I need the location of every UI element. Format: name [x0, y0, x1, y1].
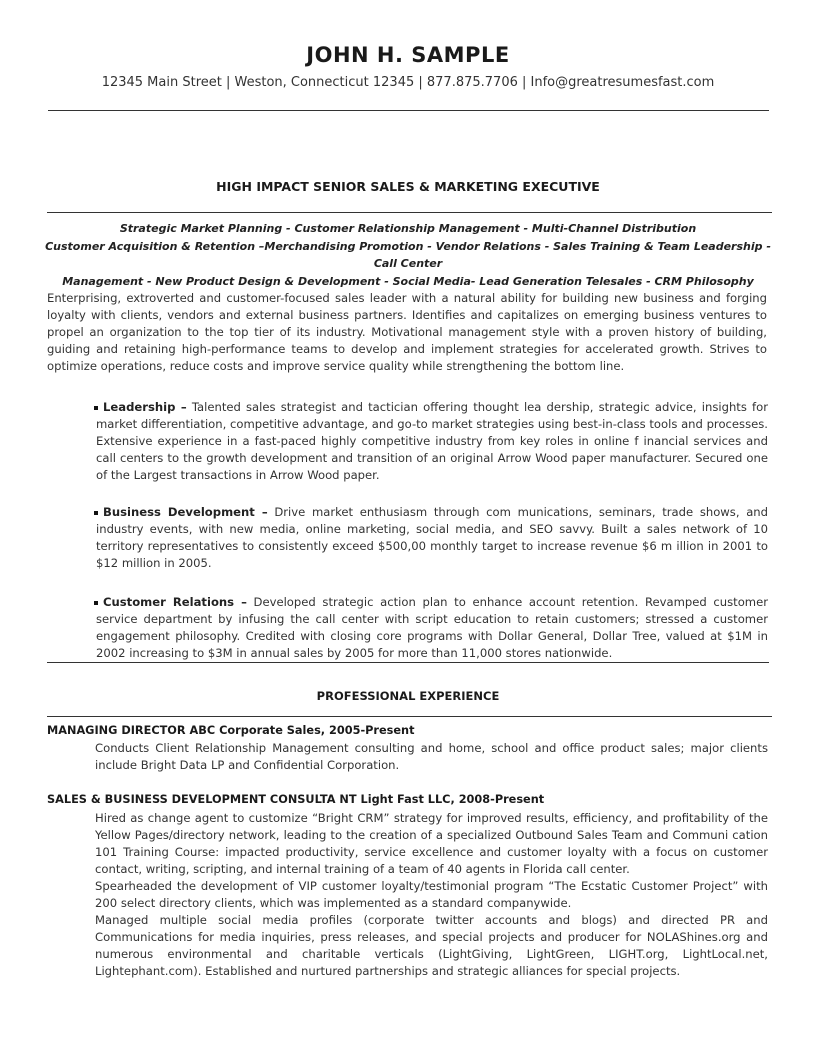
- job-title: SALES & BUSINESS DEVELOPMENT CONSULTA NT Light Fast LLC, 2008-Present: [47, 793, 545, 806]
- job-bullet: Managed multiple social media profiles (corporate twitter accounts and blogs) and directed PR and Communications for media inquiries, press releases, and special projects and producer for NOLAShines.org and numerous environmental and charitable verticals (LightGiving, LightGreen, LIGHT.org, LightLocal.net, Lightephant.com). Established and nurtured partnerships and strategic alliances for special projects.: [95, 913, 768, 978]
- divider-experience-bottom: [47, 716, 772, 717]
- summary-paragraph: Enterprising, extroverted and customer-focused sales leader with a natural ability for building new business and forging loyalty with clients, vendors and external business partners. Identifies and capitalizes on emerging business ventures to propel an organization to the top tier of its industry. Motivational management style with a proven history of building, guiding and retaining high-performance teams to develop and implement strategies for accelerated growth. Strives to optimize operations, reduce costs and improve service quality while strengthening the bottom line.: [47, 291, 767, 373]
- square-bullet-icon: [94, 406, 98, 410]
- highlight-leadership: [96, 399, 768, 484]
- contact-line: 12345 Main Street | Weston, Connecticut 12345 | 877.875.7706 | Info@greatresumesfast.com: [101, 75, 715, 90]
- square-bullet-icon: [94, 511, 98, 515]
- job-description: Conducts Client Relationship Management consulting and home, school and office product sales; major clients include Bright Data LP and Confidential Corporation.: [95, 741, 768, 772]
- highlight-text: Talented sales strategist and tactician offering thought lea dership, strategic advice, insights for market differentiation, competitive advantage, and go-to market strategies using best-in-class tools and processes. Extensive experience in a fast-paced highly competitive industry from key roles in online f inancial services and call centers to the growth development and transition of an original Arrow Wood paper manufacturer. Secured one of the Largest transactions in Arrow Wood paper.: [96, 400, 768, 482]
- highlight-title: Leadership –: [103, 400, 187, 414]
- divider-top: [48, 110, 769, 111]
- square-bullet-icon: [94, 601, 98, 605]
- section-title-experience: PROFESSIONAL EXPERIENCE: [316, 689, 500, 703]
- job-title: MANAGING DIRECTOR ABC Corporate Sales, 2005-Present: [47, 724, 415, 737]
- candidate-name: JOHN H. SAMPLE: [306, 43, 510, 67]
- highlight-title: Customer Relations –: [103, 595, 247, 609]
- skills-line: Strategic Market Planning - Customer Relationship Management - Multi-Channel Distribution: [119, 222, 697, 235]
- highlight-business-development: [96, 504, 768, 572]
- headline: HIGH IMPACT SENIOR SALES & MARKETING EXECUTIVE: [216, 179, 600, 194]
- divider-headline: [47, 212, 772, 213]
- highlight-text: Drive market enthusiasm through com munications, seminars, trade shows, and industry events, with new media, online marketing, social media, and SEO savvy. Built a sales network of 10 territory representatives to consistently exceed $500,00 monthly target to increase revenue $6 m illion in 2001 to $12 million in 2005.: [96, 505, 769, 570]
- core-skills: [40, 220, 776, 290]
- divider-experience-top: [47, 662, 769, 663]
- skills-line: Management - New Product Design & Development - Social Media- Lead Generation Telesales - CRM Philosophy: [62, 274, 754, 288]
- highlight-text: Developed strategic action plan to enhance account retention. Revamped customer service department by infusing the call center with script education to retain customers; stressed a customer engagement philosophy. Credited with closing core programs with Dollar General, Dollar Tree, valued at $1M in 2002 increasing to $3M in annual sales by 2005 for more than 11,000 stores nationwide.: [96, 595, 768, 660]
- job-bullet: Spearheaded the development of VIP customer loyalty/testimonial program “The Ecstatic Customer Project” with 200 select directory clients, which was implemented as a standard companywide.: [95, 879, 768, 910]
- highlight-customer-relations: [96, 594, 768, 662]
- highlight-title: Business Development –: [103, 505, 268, 519]
- job-bullet: Hired as change agent to customize “Bright CRM” strategy for improved results, efficiency, and profitability of the Yellow Pages/directory network, leading to the creation of a specialized Outbound Sales Team and Communi cation 101 Training Course: impacted productivity, service excellence and customer loyalty with a focus on customer contact, writing, scripting, and internal training of a team of 40 agents in Florida call center.: [95, 811, 768, 876]
- skills-line: Customer Acquisition & Retention –Merchandising Promotion - Vendor Relations - Sales Training & Team Leadership - Call Center: [45, 239, 771, 270]
